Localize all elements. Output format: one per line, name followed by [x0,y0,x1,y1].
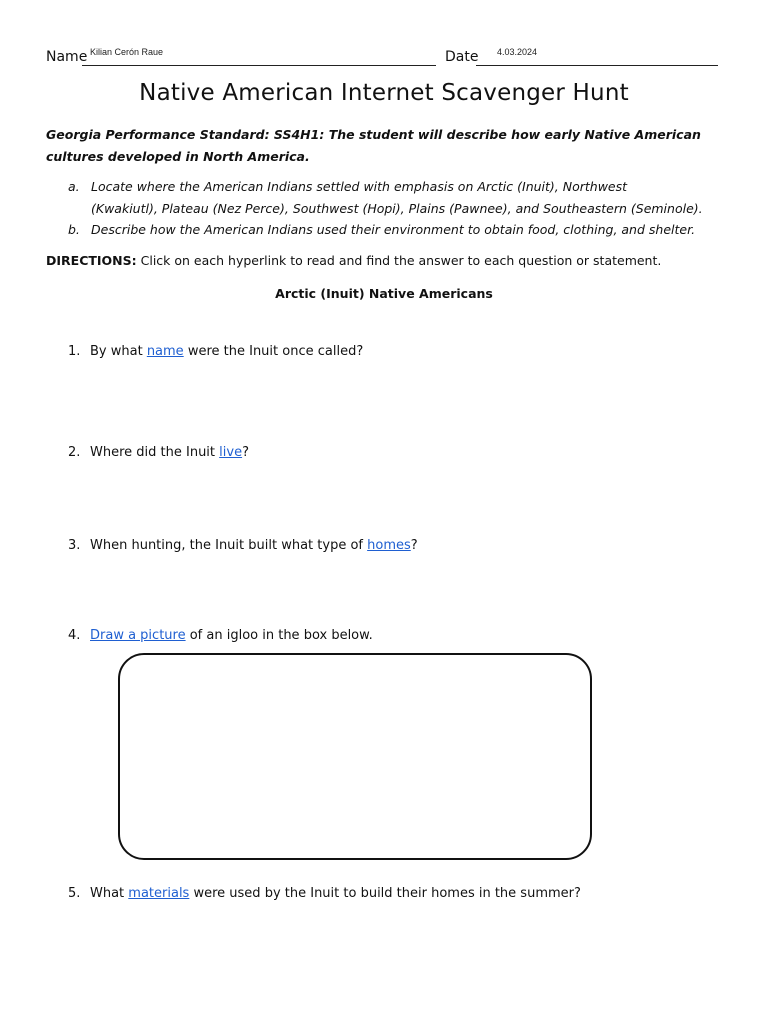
drawing-box[interactable] [118,653,592,860]
question-2 [68,444,708,462]
question-3 [68,537,708,555]
question-number: 3. [68,538,81,553]
hyperlink-live[interactable]: live [219,445,243,460]
objective-text-line: (Kwakiutl), Plateau (Nez Perce), Southwest (Hopi), Plains (Pawnee), and Southeastern (Seminole). [91,200,703,216]
objectives-list [68,176,728,241]
hyperlink-materials[interactable]: materials [128,886,190,901]
objective-letter: b. [68,222,80,237]
page-title: Native American Internet Scavenger Hunt [139,80,629,106]
objective-b [68,219,728,241]
hyperlink-name[interactable]: name [146,344,184,359]
objective-letter: a. [68,179,80,194]
date-line [476,65,718,66]
name-date-row [46,46,722,70]
question-4 [68,627,708,645]
date-field[interactable]: 4.03.2024 [497,47,538,57]
objective-text-line: Describe how the American Indians used their environment to obtain food, clothing, and shelter. [91,222,696,237]
question-text: When hunting, the Inuit built what type of [90,538,368,553]
section-heading: Arctic (Inuit) Native Americans [275,286,493,301]
date-label: Date [445,49,479,65]
objective-a [68,176,728,219]
question-text: ? [242,445,249,460]
question-text: By what [90,344,147,359]
question-text: were the Inuit once called? [183,344,364,359]
directions-text: Click on each hyperlink to read and find the answer to each question or statement. [136,253,662,268]
directions-label: DIRECTIONS: [46,253,137,268]
name-label: Name [46,49,88,65]
name-field[interactable]: Kilian Cerón Raue [90,47,164,57]
question-number: 2. [68,445,81,460]
question-number: 5. [68,886,81,901]
objective-text-line: Locate where the American Indians settled with emphasis on Arctic (Inuit), Northwest [91,179,628,194]
question-5 [68,885,708,903]
question-1 [68,343,708,361]
name-line [82,65,436,66]
question-text: ? [410,538,418,553]
hyperlink-draw-a-picture[interactable]: Draw a picture [90,628,186,643]
standard-line-2: cultures developed in North America. [46,149,310,164]
directions [46,252,736,270]
question-number: 1. [68,344,81,359]
question-text: What [90,886,129,901]
question-text: Where did the Inuit [90,445,220,460]
standard-line-1: Georgia Performance Standard: SS4H1: The student will describe how early Native American [46,127,701,142]
performance-standard [46,124,726,168]
question-text: were used by the Inuit to build their homes in the summer? [189,886,581,901]
question-text: of an igloo in the box below. [185,628,373,643]
hyperlink-homes[interactable]: homes [367,538,411,553]
question-number: 4. [68,628,81,643]
